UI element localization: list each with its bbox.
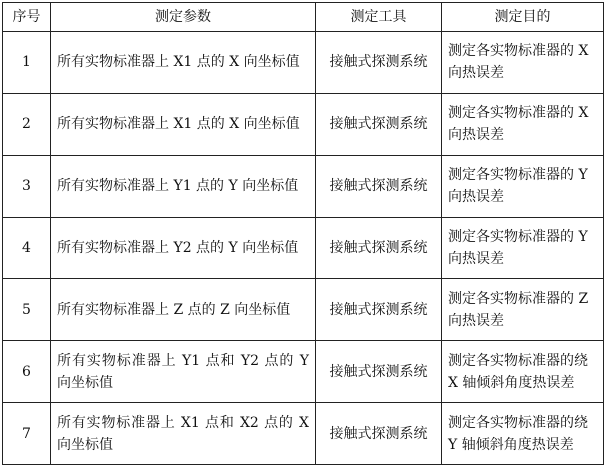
measurement-table-container: [2, 2, 603, 465]
cell-param: 所有实物标准器上 Y1 点和 Y2 点的 Y 向坐标值: [51, 341, 316, 403]
cell-purpose: 测定各实物标准器的 Z 向热误差: [442, 279, 604, 341]
header-param: 测定参数: [51, 3, 316, 32]
cell-tool: 接触式探测系统: [316, 403, 442, 465]
cell-no: 7: [3, 403, 51, 465]
table-row: [3, 93, 604, 155]
cell-purpose: 测定各实物标准器的 Y 向热误差: [442, 155, 604, 217]
table-row: [3, 341, 604, 403]
header-purpose: 测定目的: [442, 3, 604, 32]
cell-no: 3: [3, 155, 51, 217]
cell-no: 1: [3, 32, 51, 94]
table-row: [3, 279, 604, 341]
cell-param: 所有实物标准器上 Y2 点的 Y 向坐标值: [51, 217, 316, 279]
header-tool: 测定工具: [316, 3, 442, 32]
cell-tool: 接触式探测系统: [316, 217, 442, 279]
table-row: [3, 32, 604, 94]
cell-tool: 接触式探测系统: [316, 279, 442, 341]
cell-no: 6: [3, 341, 51, 403]
cell-tool: 接触式探测系统: [316, 341, 442, 403]
cell-param: 所有实物标准器上 X1 点的 X 向坐标值: [51, 93, 316, 155]
cell-purpose: 测定各实物标准器的 X 向热误差: [442, 93, 604, 155]
table-header-row: [3, 3, 604, 32]
cell-param: 所有实物标准器上 Z 点的 Z 向坐标值: [51, 279, 316, 341]
cell-purpose: 测定各实物标准器的 Y 向热误差: [442, 217, 604, 279]
cell-tool: 接触式探测系统: [316, 32, 442, 94]
cell-no: 4: [3, 217, 51, 279]
cell-purpose: 测定各实物标准器的绕 Y 轴倾斜角度热误差: [442, 403, 604, 465]
cell-no: 2: [3, 93, 51, 155]
cell-tool: 接触式探测系统: [316, 155, 442, 217]
header-no: 序号: [3, 3, 51, 32]
cell-param: 所有实物标准器上 X1 点的 X 向坐标值: [51, 32, 316, 94]
cell-purpose: 测定各实物标准器的绕 X 轴倾斜角度热误差: [442, 341, 604, 403]
cell-no: 5: [3, 279, 51, 341]
table-row: [3, 217, 604, 279]
measurement-table: [2, 2, 604, 465]
cell-param: 所有实物标准器上 Y1 点的 Y 向坐标值: [51, 155, 316, 217]
table-row: [3, 155, 604, 217]
cell-tool: 接触式探测系统: [316, 93, 442, 155]
cell-param: 所有实物标准器上 X1 点和 X2 点的 X 向坐标值: [51, 403, 316, 465]
table-row: [3, 403, 604, 465]
cell-purpose: 测定各实物标准器的 X 向热误差: [442, 32, 604, 94]
